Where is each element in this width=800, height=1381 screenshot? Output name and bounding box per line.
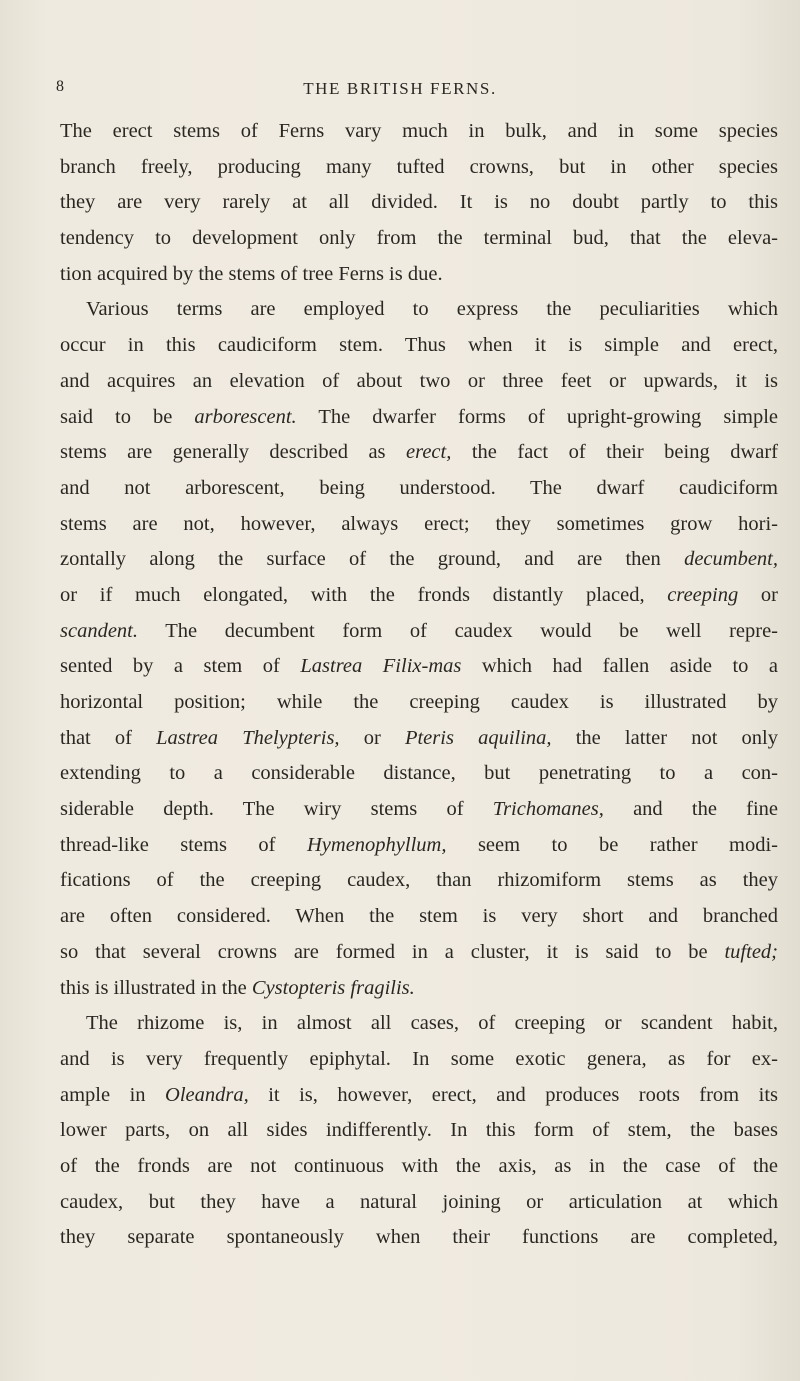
text-segment: ample in [60, 1083, 166, 1106]
text-line [60, 328, 778, 364]
text-segment: The dwarfer forms of upright-growing simple [296, 405, 778, 428]
text-segment: extending to a considerable distance, but penetrating to a con- [60, 762, 778, 785]
body-text [60, 114, 778, 1256]
text-segment: it is, however, erect, and produces roots from its [248, 1083, 778, 1106]
text-segment: The rhizome is, in almost all cases, of creeping or scandent habit, [86, 1012, 778, 1035]
text-segment: lower parts, on all sides indifferently. In this form of stem, the bases [60, 1119, 778, 1142]
text-line [60, 185, 778, 221]
text-segment: and not arborescent, being understood. The dwarf caudiciform [60, 476, 778, 499]
text-line [60, 542, 778, 578]
text-line [60, 756, 778, 792]
text-segment: The decumbent form of caudex would be well repre- [138, 619, 778, 642]
text-segment: seem to be rather modi- [446, 833, 779, 856]
italic-term: creeping [667, 583, 739, 606]
text-line [60, 1220, 778, 1256]
text-segment: fications of the creeping caudex, than rhizomiform stems as they [60, 869, 778, 892]
text-line [60, 1078, 778, 1114]
text-segment: caudex, but they have a natural joining or articulation at which [60, 1190, 778, 1213]
text-segment: and acquires an elevation of about two or three feet or upwards, it is [60, 369, 778, 392]
text-segment: stems are generally described as [60, 441, 407, 464]
text-line [60, 1006, 778, 1042]
italic-term: scandent. [60, 619, 138, 642]
italic-term: Trichomanes, [492, 798, 604, 821]
running-title: THE BRITISH FERNS. [303, 79, 497, 98]
text-line [60, 292, 778, 328]
text-line [60, 150, 778, 186]
text-line [60, 1149, 778, 1185]
text-segment: tion acquired by the stems of tree Ferns is due. [60, 262, 443, 285]
text-segment: the latter not only [551, 726, 778, 749]
italic-term: Oleandra, [165, 1083, 249, 1106]
text-segment: and the fine [603, 798, 779, 821]
text-line [60, 435, 778, 471]
text-segment: of the fronds are not continuous with the axis, as in the case of the [60, 1154, 778, 1177]
text-segment: said to be [60, 405, 195, 428]
text-segment: and is very frequently epiphytal. In some exotic genera, as for ex- [60, 1047, 778, 1070]
page-header [0, 78, 800, 102]
italic-term: Cystopteris fragilis. [251, 976, 415, 999]
text-segment: siderable depth. The wiry stems of [60, 798, 493, 821]
text-line [60, 685, 778, 721]
text-segment: horizontal position; while the creeping caudex is illustrated by [60, 691, 778, 713]
text-line [60, 400, 778, 436]
text-line [60, 364, 778, 400]
text-segment: branch freely, producing many tufted crowns, but in other species [60, 155, 778, 178]
text-segment: stems are not, however, always erect; they sometimes grow hori- [60, 512, 778, 535]
text-segment: or [339, 726, 405, 749]
text-line [60, 971, 778, 1007]
text-segment: this is illustrated in the [60, 976, 252, 999]
text-segment: which had fallen aside to a [461, 655, 779, 678]
italic-term: Hymenophyllum, [306, 833, 447, 856]
text-line [60, 1113, 778, 1149]
text-line [60, 1042, 778, 1078]
text-line [60, 935, 778, 971]
text-segment: they are very rarely at all divided. It is no doubt partly to this [60, 191, 778, 214]
text-segment: Various terms are employed to express the peculiarities which [86, 298, 778, 321]
text-segment: sented by a stem of [60, 655, 301, 678]
page-number: 8 [56, 78, 65, 95]
text-line [60, 792, 778, 828]
italic-term: erect, [406, 441, 452, 464]
text-segment: thread-like stems of [60, 833, 307, 856]
text-segment: tendency to development only from the terminal bud, that the eleva- [60, 227, 778, 250]
text-line [60, 507, 778, 543]
text-line [60, 863, 778, 899]
text-line [60, 471, 778, 507]
text-line [60, 721, 778, 757]
italic-term: Lastrea Thelypteris, [156, 726, 340, 749]
text-segment: or [738, 583, 779, 606]
italic-term: arborescent. [194, 405, 297, 428]
text-segment: that of [60, 726, 157, 749]
italic-term: tufted; [724, 940, 778, 963]
text-segment: or if much elongated, with the fronds distantly placed, [60, 583, 668, 606]
text-segment: the fact of their being dwarf [451, 441, 778, 464]
text-segment: are often considered. When the stem is very short and branched [60, 905, 778, 928]
text-line [60, 899, 778, 935]
text-line [60, 257, 778, 293]
italic-term: Lastrea Filix-mas [300, 655, 462, 678]
text-segment: they separate spontaneously when their functions are completed, [60, 1226, 778, 1249]
text-line [60, 114, 778, 150]
text-line [60, 1185, 778, 1221]
text-segment: occur in this caudiciform stem. Thus when it is simple and erect, [60, 334, 778, 357]
text-line [60, 649, 778, 685]
text-line [60, 221, 778, 257]
text-segment: zontally along the surface of the ground, and are then [60, 548, 685, 571]
text-line [60, 578, 778, 614]
italic-term: Pteris aquilina, [404, 726, 552, 749]
text-line [60, 614, 778, 650]
text-segment: The erect stems of Ferns vary much in bulk, and in some species [60, 120, 778, 142]
text-segment: so that several crowns are formed in a cluster, it is said to be [60, 940, 725, 963]
italic-term: decumbent, [684, 548, 778, 571]
text-line [60, 828, 778, 864]
